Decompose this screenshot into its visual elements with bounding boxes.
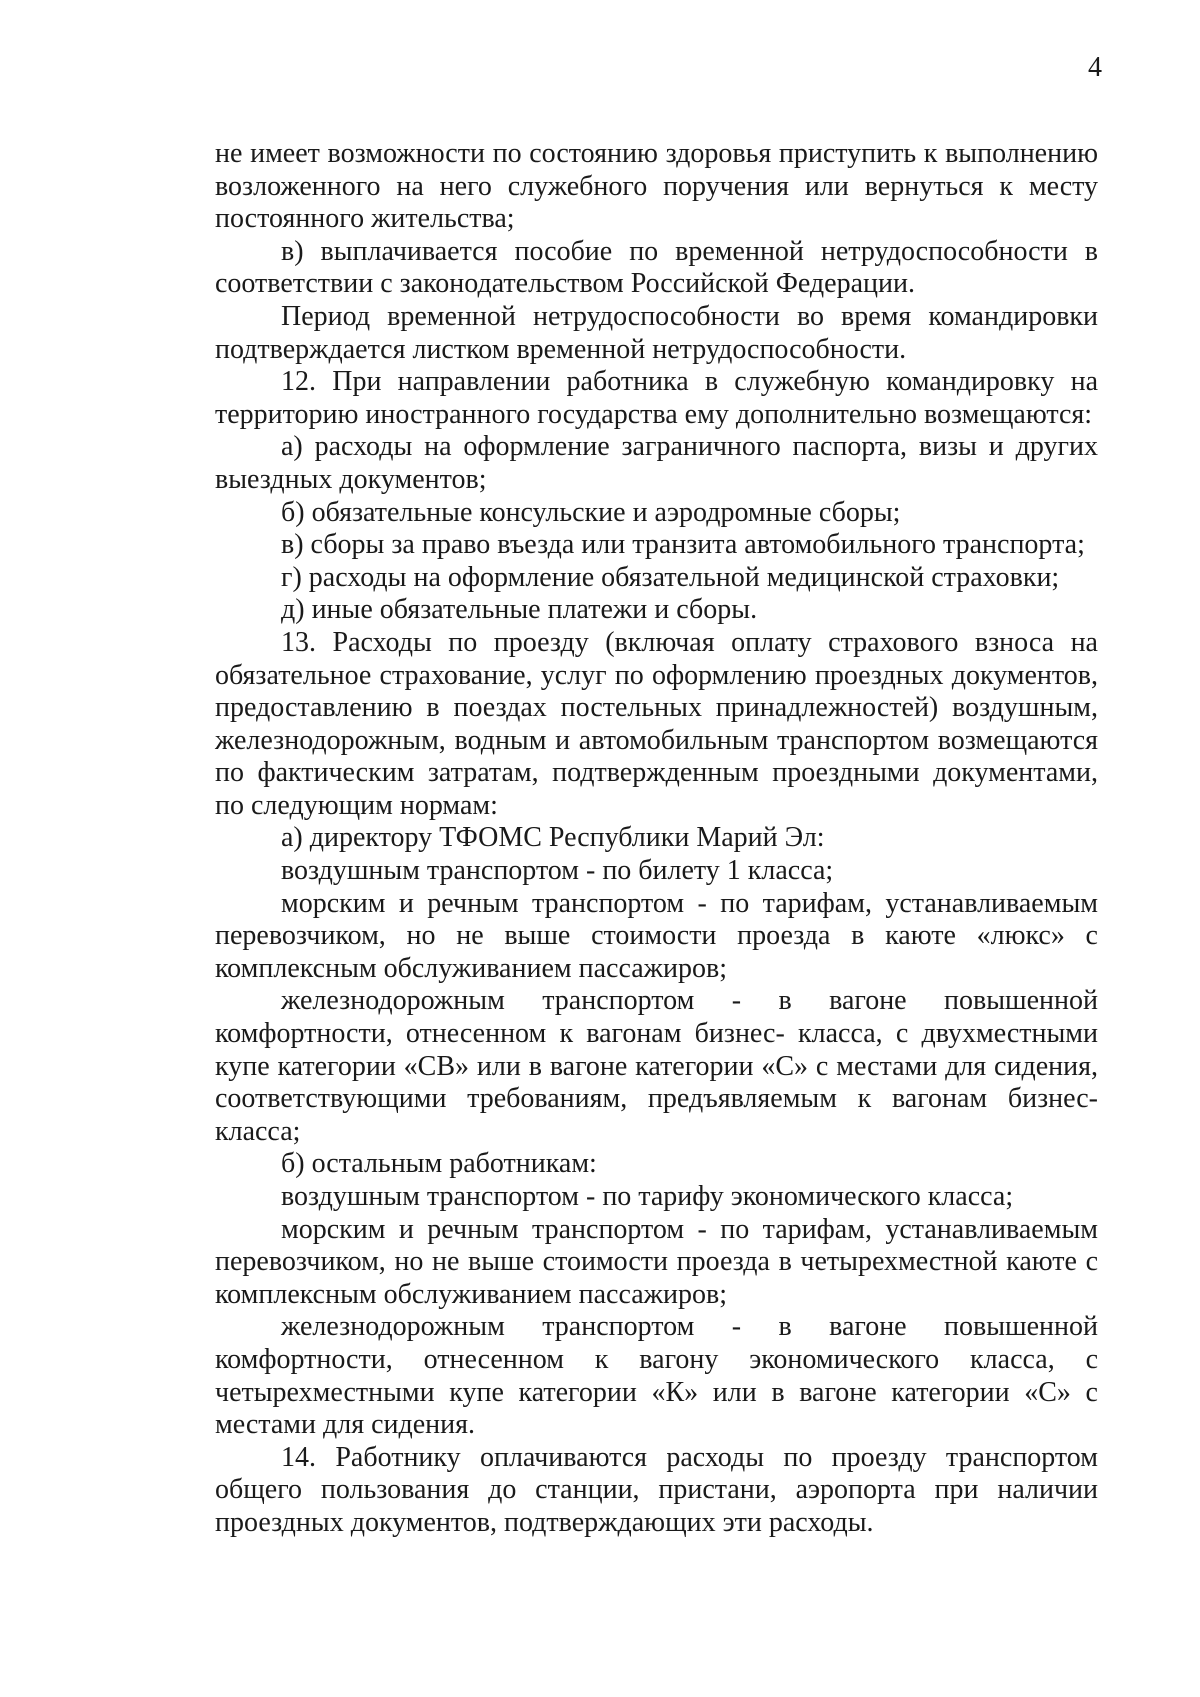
document-body [215, 138, 1098, 1540]
paragraph-clause-13-b: б) остальным работникам: [281, 1148, 597, 1180]
paragraph-continuation: не имеет возможности по состоянию здоровья приступить к выполнению возложенного на него служебного поручения или вернуться к месту постоянного жительства; [215, 138, 1098, 235]
paragraph-clause-13-a-air: воздушным транспортом - по билету 1 класса; [281, 855, 834, 887]
paragraph-clause-12: 12. При направлении работника в служебную командировку на территорию иностранного государства ему дополнительно возмещаются: [215, 366, 1098, 430]
paragraph-clause-13-b-air: воздушным транспортом - по тарифу экономического класса; [281, 1181, 1014, 1212]
paragraph-clause-13: 13. Расходы по проезду (включая оплату страхового взноса на обязательное страхование, услуг по оформлению проездных документов, предоставлению в поездах постельных принадлежностей) воздушным, железнодорожным, водным и автомобильным транспортом возмещаются по фактическим затратам, подтвержденным проездными документами, по следующим нормам: [215, 626, 1098, 821]
paragraph-clause-12-g: г) расходы на оформление обязательной медицинской страховки; [281, 561, 1060, 593]
page-number: 4 [1088, 52, 1102, 83]
paragraph-clause-13-b-sea: морским и речным транспортом - по тарифам, устанавливаемым перевозчиком, но не выше стоимости проезда в четырехместной каюте с комплексным обслуживанием пассажиров; [215, 1213, 1098, 1310]
paragraph-sick-leave-period: Период временной нетрудоспособности во время командировки подтверждается листком временной нетрудоспособности. [215, 300, 1098, 365]
paragraph-clause-12-b: б) обязательные консульские и аэродромные сборы; [281, 496, 901, 528]
paragraph-clause-14: 14. Работнику оплачиваются расходы по проезду транспортом общего пользования до станции, пристани, аэропорта при наличии проездных документов, подтверждающих эти расходы. [215, 1441, 1098, 1538]
paragraph-clause-13-a: а) директору ТФОМС Республики Марий Эл: [281, 822, 825, 854]
paragraph-clause-13-b-rail: железнодорожным транспортом - в вагоне повышенной комфортности, отнесенном к вагону экономического класса, с четырехместными купе категории «К» или в вагоне категории «С» с местами для сидения. [215, 1311, 1098, 1441]
paragraph-clause-13-a-sea: морским и речным транспортом - по тарифам, устанавливаемым перевозчиком, но не выше стоимости проезда в каюте «люкс» с комплексным обслуживанием пассажиров; [215, 887, 1098, 984]
paragraph-clause-12-v: в) сборы за право въезда или транзита автомобильного транспорта; [281, 529, 1085, 561]
paragraph-clause-12-d: д) иные обязательные платежи и сборы. [281, 594, 758, 626]
paragraph-item-v-sick-benefit: в) выплачивается пособие по временной нетрудоспособности в соответствии с законодательством Российской Федерации. [215, 235, 1098, 300]
paragraph-clause-12-a: а) расходы на оформление заграничного паспорта, визы и других выездных документов; [215, 431, 1098, 495]
paragraph-clause-13-a-rail: железнодорожным транспортом - в вагоне повышенной комфортности, отнесенном к вагонам бизнес- класса, с двухместными купе категории «СВ» или в вагоне категории «С» с местами для сидения, соответствующими требованиям, предъявляемым к вагонам бизнес-класса; [215, 985, 1098, 1147]
